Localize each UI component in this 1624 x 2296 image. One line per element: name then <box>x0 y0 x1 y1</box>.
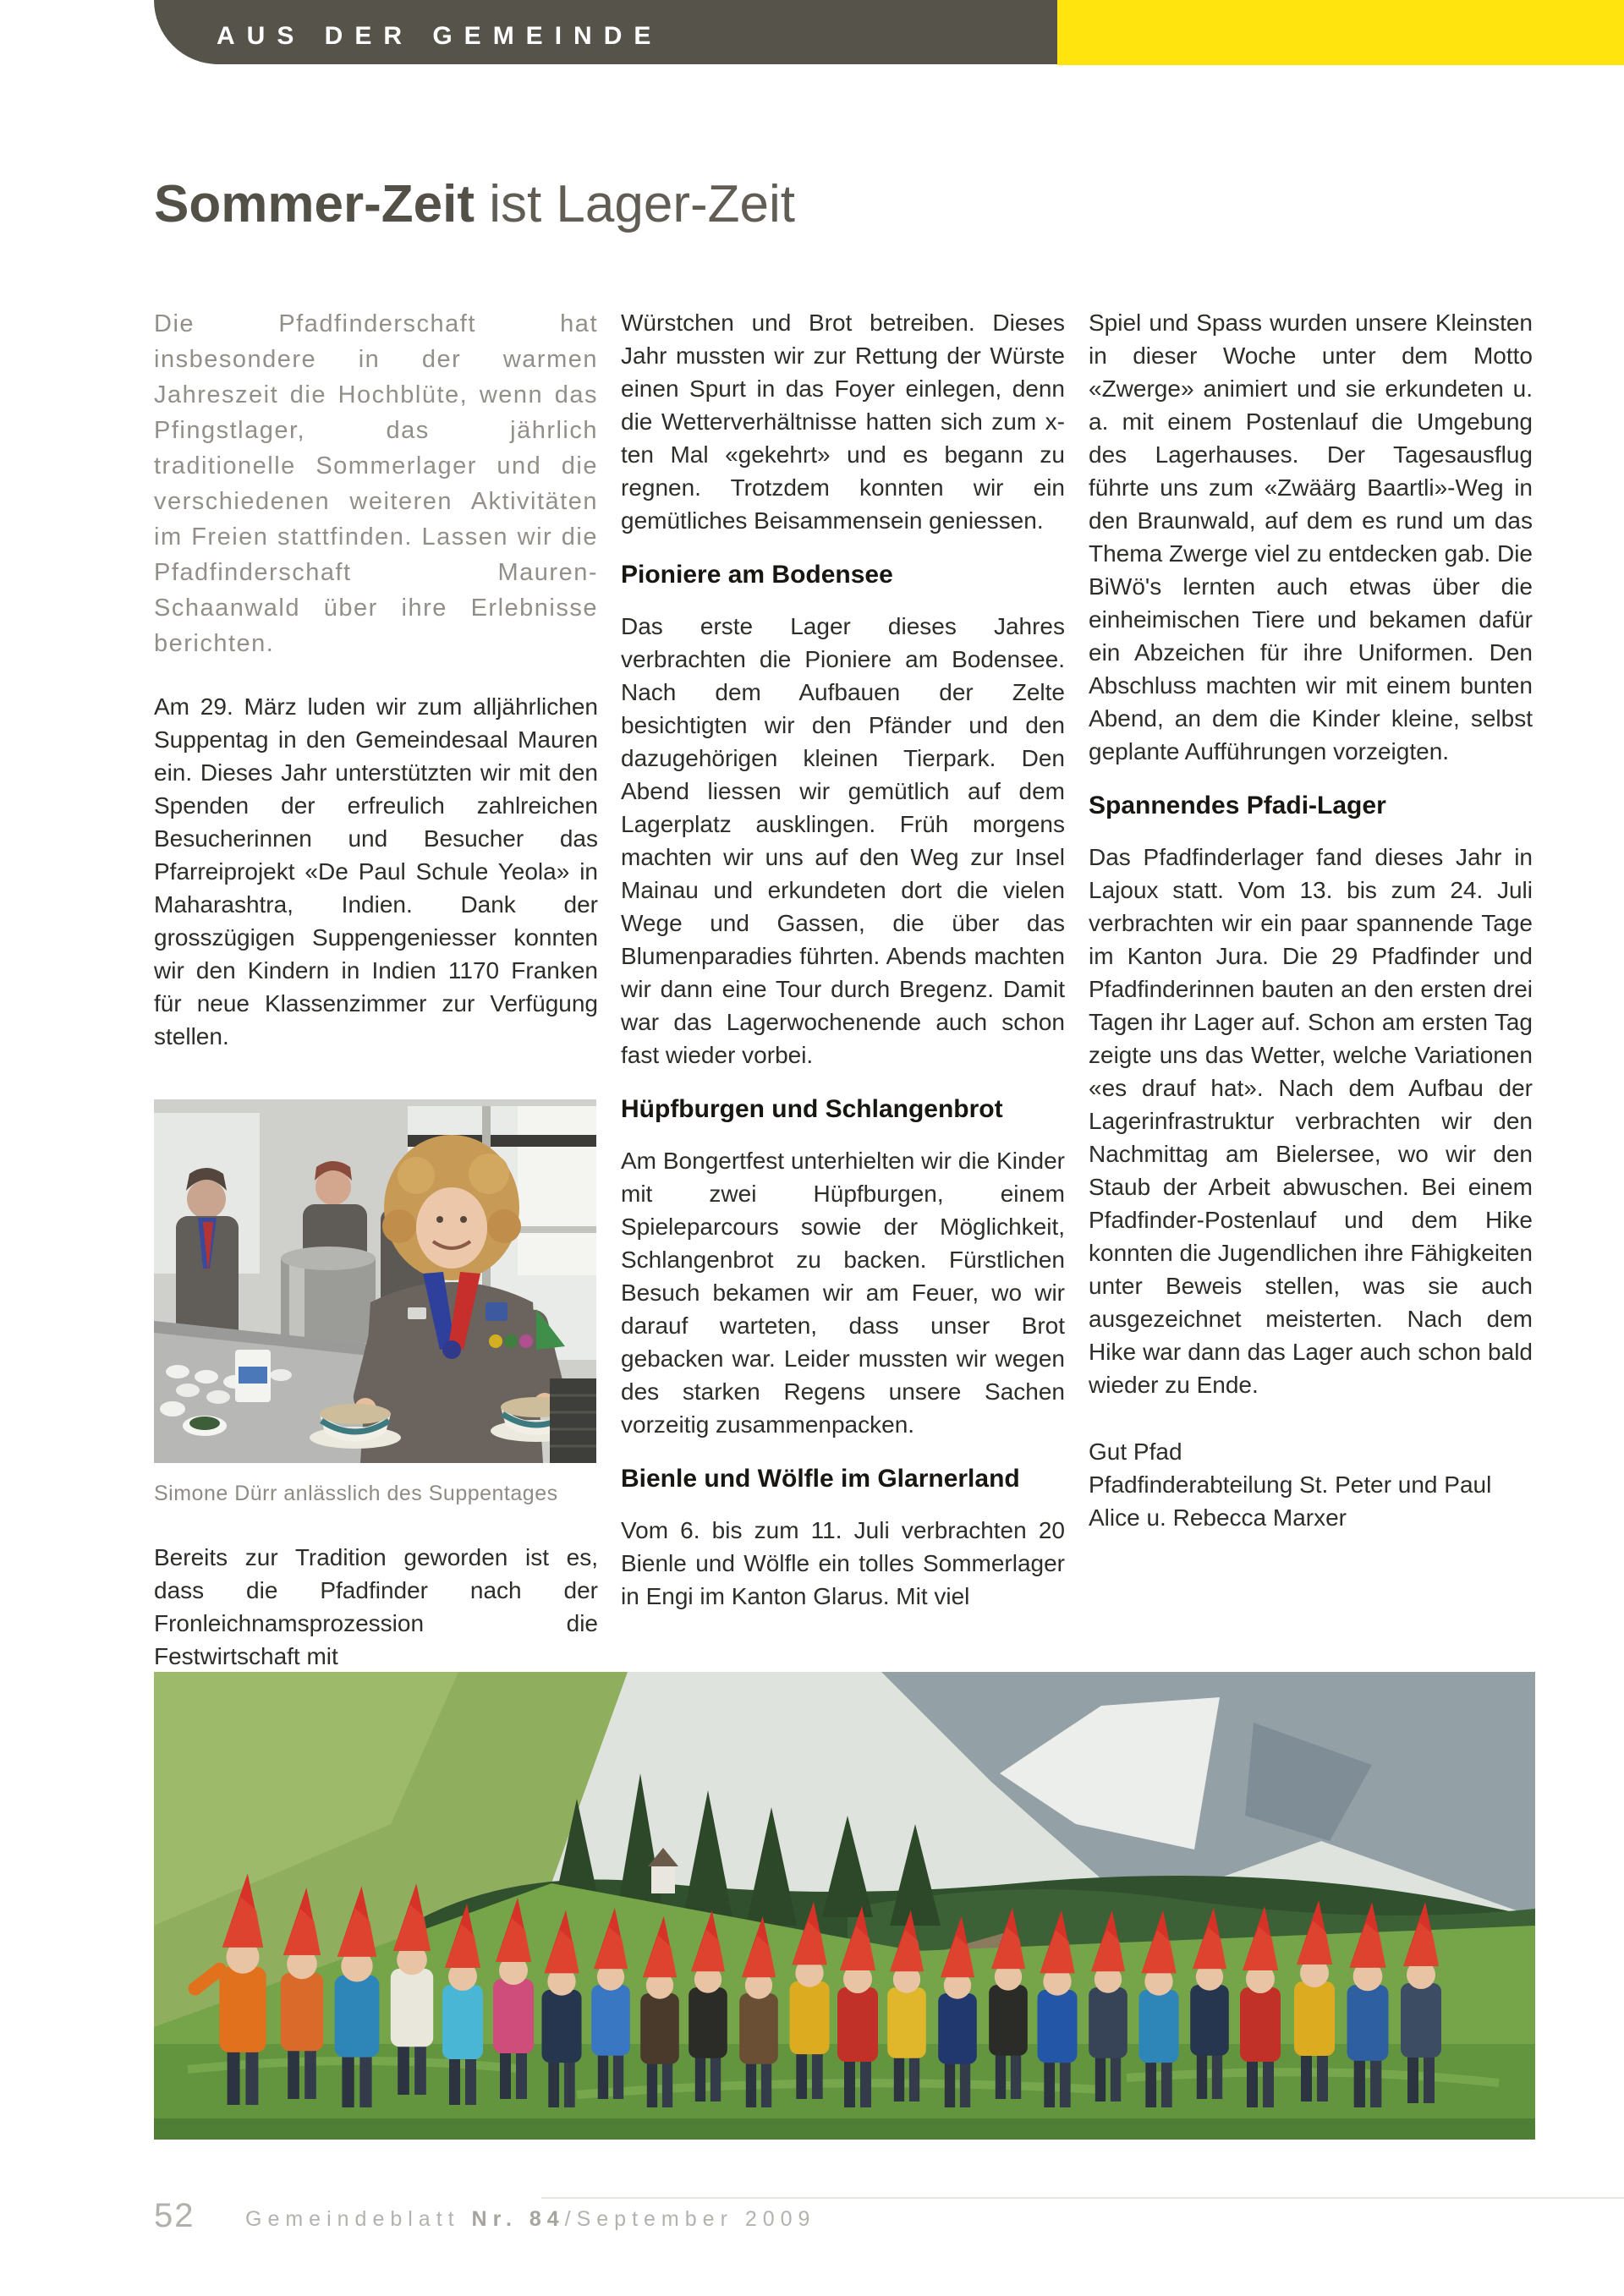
footer-publication-name: Gemeindeblatt <box>245 2207 472 2231</box>
paragraph-suppentag: Am 29. März luden wir zum alljährlichen Suppentag in den Gemeindesaal Mauren ein. Dieses Jahr unterstützten wir mit den Spenden der erfreulich zahlreichen Besucherinnen und Besucher das Pfarreiprojekt «De Paul Schule Yeola» in Maharashtra, Indien. Dank der grosszügigen Suppengeniesser konnten wir den Kindern in Indien 1170 Franken für neue Klassenzimmer zur Verfügung stellen. <box>154 693 598 1049</box>
section-label: AUS DER GEMEINDE <box>217 22 663 50</box>
signoff-line: Pfadfinderabteilung St. Peter und Paul <box>1089 1471 1492 1498</box>
signoff-line: Alice u. Rebecca Marxer <box>1089 1504 1347 1531</box>
paragraph-huepfburgen: Am Bongertfest unterhielten wir die Kinder mit zwei Hüpfburgen, einem Spieleparcours sowie der Möglichkeit, Schlangenbrot zu backen. Fürstlichen Besuch bekamen wir am Feuer, wo wir darauf warteten, dass unser Brot gebacken war. Leider mussten wir wegen des starken Regens unsere Sachen vorzeitig zusammenpacken. <box>621 1148 1065 1438</box>
footer-issue: Nr. 84 <box>471 2207 565 2231</box>
paragraph-bienle: Vom 6. bis zum 11. Juli verbrachten 20 Bienle und Wölfle ein tolles Sommerlager in Engi im Kanton Glarus. Mit viel <box>621 1517 1065 1609</box>
suppentag-photo-illustration <box>154 1099 596 1463</box>
footer-publication <box>245 2207 815 2232</box>
page-title-light: ist Lager-Zeit <box>474 175 795 233</box>
sommerlager-photo-illustration <box>154 1672 1535 2140</box>
column-left <box>154 306 598 1696</box>
column-right <box>1089 306 1533 1534</box>
paragraph-festwirtschaft: Würstchen und Brot betreiben. Dieses Jahr mussten wir zur Rettung der Würste einen Spurt in das Foyer einlegen, denn die Wetterverhältnisse hatten sich zum x-ten Mal «gekehrt» und es begann zu regnen. Trotzdem konnten wir ein gemütliches Beisammensein geniessen. <box>621 310 1065 534</box>
page-title-bold: Sommer-Zeit <box>154 175 475 233</box>
footer-rule <box>541 2197 1624 2199</box>
heading-huepfburgen: Hüpfburgen und Schlangenbrot <box>621 1095 1003 1123</box>
signoff-line: Gut Pfad <box>1089 1438 1182 1465</box>
footer-date: /September 2009 <box>564 2207 816 2231</box>
paragraph-pfadi-lager: Das Pfadfinderlager fand dieses Jahr in Lajoux statt. Vom 13. bis zum 24. Juli verbrachten wir ein paar spannende Tage im Kanton Jura. Die 29 Pfadfinder und Pfadfinderinnen bauten an den ersten drei Tagen ihr Lager auf. Schon am ersten Tag zeigte uns das Wetter, welche Variationen «es drauf hat». Nach dem Aufbau der Lagerinfrastruktur verbrachten wir den Nachmittag am Bielersee, wo wir den Staub der Arbeit abwuschen. Bei einem Pfadfinder-Postenlauf und dem Hike konnten die Jugendlichen ihre Fähigkeiten unter Beweis stellen, was sie auch ausgezeichnet meisterten. Nach dem Hike war dann das Lager auch schon bald wieder zu Ende. <box>1089 844 1533 1398</box>
heading-pfadi-lager: Spannendes Pfadi-Lager <box>1089 792 1386 819</box>
column-middle <box>621 306 1065 1636</box>
page-title <box>154 174 795 234</box>
intro-paragraph: Die Pfadfinderschaft hat insbesondere in der warmen Jahreszeit die Hochblüte, wenn das Pfingstlager, das jährlich traditionelle Sommerlager und die verschiedenen weiteren Aktivitäten im Freien stattfinden. Lassen wir die Pfadfinderschaft Mauren-Schaanwald über ihre Erlebnisse berichten. <box>154 310 598 657</box>
floor-mat <box>550 1378 596 1463</box>
heading-pioniere: Pioniere am Bodensee <box>621 561 893 589</box>
photo-caption: Simone Dürr anlässlich des Suppentages <box>154 1482 558 1505</box>
sommerlager-photo <box>154 1672 1535 2140</box>
foreground-grass <box>154 2118 1535 2140</box>
heading-bienle: Bienle und Wölfle im Glarnerland <box>621 1465 1020 1493</box>
signoff-block <box>1089 1435 1533 1534</box>
header-accent-bar <box>1057 0 1624 65</box>
paragraph-tradition: Bereits zur Tradition geworden ist es, dass die Pfadfinder nach der Fronleichnamsprozession die Festwirtschaft mit <box>154 1544 598 1669</box>
header-bar <box>154 0 1057 64</box>
suppentag-photo <box>154 1099 598 1463</box>
paragraph-pioniere: Das erste Lager dieses Jahres verbrachten die Pioniere am Bodensee. Nach dem Aufbauen der Zelte besichtigten wir den Pfänder und den dazugehörigen kleinen Tierpark. Den Abend liessen wir gemütlich auf dem Lagerplatz ausklingen. Früh morgens machten wir uns auf den Weg zur Insel Mainau und erkundeten dort die vielen Wege und Gassen, die über das Blumenparadies führten. Abends machten wir dann eine Tour durch Bregenz. Damit war das Lagerwochenende auch schon fast wieder vorbei. <box>621 613 1065 1068</box>
paragraph-zwerge: Spiel und Spass wurden unsere Kleinsten in dieser Woche unter dem Motto «Zwerge» animiert und sie erkundeten u. a. mit einem Postenlauf die Umgebung des Lagerhauses. Der Tagesausflug führte uns zum «Zwäärg Baartli»-Weg in den Braunwald, auf dem es rund um das Thema Zwerge viel zu entdecken gab. Die BiWö's lernten auch etwas über die einheimischen Tiere und bekamen dafür ein Abzeichen für ihre Uniformen. Den Abschluss machten wir mit einem bunten Abend, an dem die Kinder kleine, selbst geplante Aufführungen vorzeigten. <box>1089 310 1533 764</box>
soup-pot <box>281 1247 376 1343</box>
page-number: 52 <box>154 2197 195 2234</box>
